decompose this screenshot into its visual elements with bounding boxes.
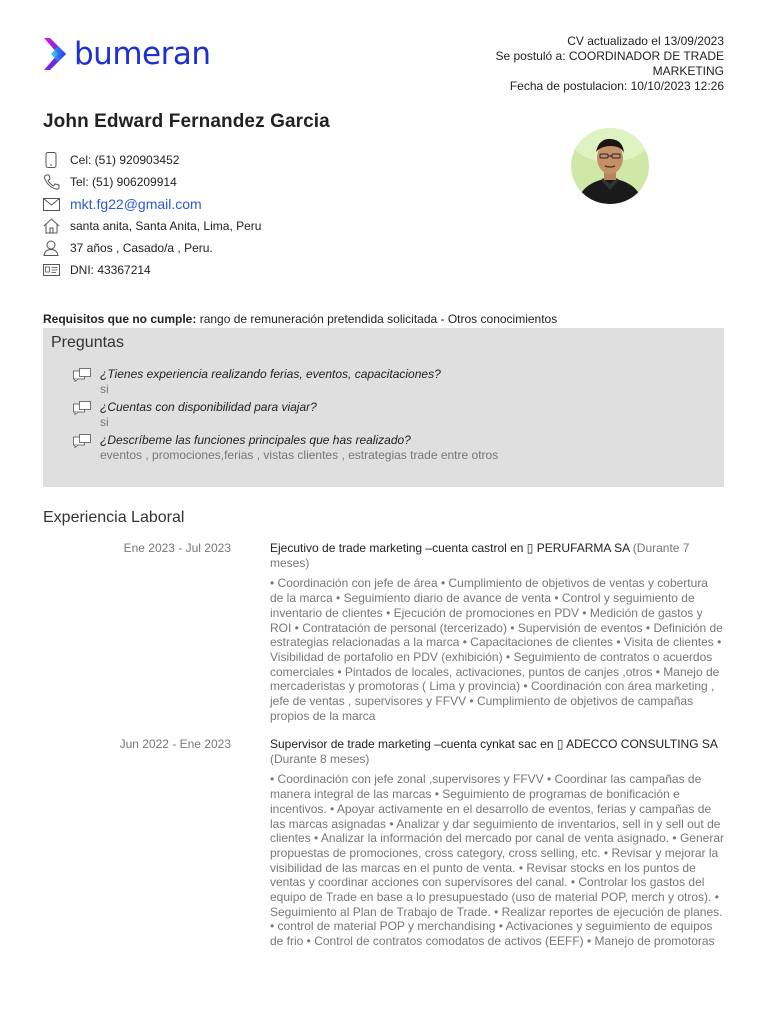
contact-email-link[interactable]: mkt.fg22@gmail.com: [70, 196, 202, 212]
candidate-name: John Edward Fernandez Garcia: [43, 111, 330, 132]
experience-title: Experiencia Laboral: [43, 509, 185, 526]
question-answer: eventos , promociones,ferias , vistas clientes , estrategias trade entre otros: [100, 448, 499, 462]
job-description: • Coordinación con jefe de área • Cumplimiento de objetivos de ventas y cobertura de la marca • Seguimiento diario de avance de venta • Control y seguimiento de inventario de clientes • Ejecución de promociones en PDV • Medición de gastos y ROI • Contratación de personal (tercerizado) • Supervisión de eventos • Definición de estrategias relacionadas a la marca • Capacitaciones de clientes • Visita de clientes • Visibilidad de portafolio en PDV (exhibición) • Seguimiento de contratos o acuerdos comerciales • Pintados de locales, activaciones, puntos de canjes ,otros • Manejo de mercaderistas y promotoras ( Lima y provincia) • Coordinación con área marketing , jefe de ventas , supervisores y FFVV • Cumplimiento de objetivos de campañas propios de la marca: [270, 576, 723, 723]
job-body: [270, 541, 724, 723]
contact-mobile-text: Cel: (51) 920903452: [70, 153, 180, 167]
mail-icon: [42, 195, 60, 213]
job-title: Supervisor de trade marketing –cuenta cynkat sac en ▯ ADECCO CONSULTING SA: [270, 737, 718, 751]
contact-phone-text: Tel: (51) 906209914: [70, 175, 177, 189]
phone-icon: [42, 173, 60, 191]
bumeran-logo-icon: [42, 36, 70, 72]
chat-bubble-icon: [73, 368, 91, 382]
contact-personal-text: 37 años , Casado/a , Peru.: [70, 241, 213, 255]
chat-bubble-icon: [73, 434, 91, 448]
questions-title: Preguntas: [51, 334, 124, 351]
contact-phone: [42, 171, 522, 193]
profile-photo: [571, 128, 649, 204]
question-text: ¿Descríbeme las funciones principales que has realizado?: [100, 433, 411, 447]
job-dates: Ene 2023 - Jul 2023: [123, 541, 231, 555]
question-text: ¿Cuentas con disponibilidad para viajar?: [100, 400, 317, 414]
contact-address: [42, 215, 522, 237]
chat-bubble-icon: [73, 401, 91, 415]
bumeran-logo: [42, 34, 210, 74]
contact-personal: [42, 237, 522, 259]
job-heading: [270, 541, 724, 570]
unmet-requirements-text: rango de remuneración pretendida solicitada - Otros conocimientos: [196, 312, 558, 326]
bumeran-logo-text: bumeran: [74, 36, 211, 72]
contact-list: [42, 149, 522, 281]
question-answer: si: [100, 382, 109, 396]
contact-mobile: [42, 149, 522, 171]
questions-panel: [43, 328, 724, 487]
job-title: Ejecutivo de trade marketing –cuenta castrol en ▯ PERUFARMA SA: [270, 541, 633, 555]
mobile-phone-icon: [42, 151, 60, 169]
contact-address-text: santa anita, Santa Anita, Lima, Peru: [70, 219, 262, 233]
job-dates: Jun 2022 - Ene 2023: [119, 737, 231, 751]
application-date: Fecha de postulacion: 10/10/2023 12:26: [509, 79, 724, 93]
question-answer: si: [100, 415, 109, 429]
applied-position: Se postuló a: COORDINADOR DE TRADE MARKETING: [495, 49, 724, 78]
unmet-requirements-label: Requisitos que no cumple:: [43, 312, 197, 326]
home-icon: [42, 217, 60, 235]
id-card-icon: [42, 261, 60, 279]
job-heading: [270, 737, 724, 766]
job-body: [270, 737, 724, 949]
contact-email[interactable]: [42, 193, 522, 215]
cv-updated-date: CV actualizado el 13/09/2023: [567, 34, 724, 48]
question-text: ¿Tienes experiencia realizando ferias, eventos, capacitaciones?: [100, 367, 441, 381]
job-duration: (Durante 7 meses): [270, 541, 690, 570]
unmet-requirements: [43, 312, 557, 326]
cv-meta: [464, 34, 724, 94]
contact-dni-text: DNI: 43367214: [70, 263, 151, 277]
job-duration: (Durante 8 meses): [270, 751, 370, 766]
contact-dni: [42, 259, 522, 281]
job-description: • Coordinación con jefe zonal ,supervisores y FFVV • Coordinar las campañas de manera integral de las marcas • Seguimiento de programas de bonificación e incentivos. • Apoyar activamente en el desarrollo de eventos, ferias y campañas de las marcas asignadas • Analizar y dar seguimiento de inventarios, sell in y sell out de clientes • Analizar la información del mercado por canal de venta asignado. • Generar propuestas de promociones, cross category, cross selling, etc. • Revisar y mejorar la visibilidad de las marcas en el punto de venta. • Revisar stocks en los puntos de ventas y coordinar acciones con supervisores del canal. • Controlar los gastos del equipo de Trade en base a lo presupuestado (uso de material POP, merch y otros). • Seguimiento al Plan de Trabajo de Trade. • Realizar reportes de ejecución de planes. • control de material POP y merchandising • Activaciones y seguimiento de equipos de frio • Control de contratos comodatos de activos (EEFF) • Manejo de promotoras: [270, 772, 724, 949]
person-icon: [42, 239, 60, 257]
